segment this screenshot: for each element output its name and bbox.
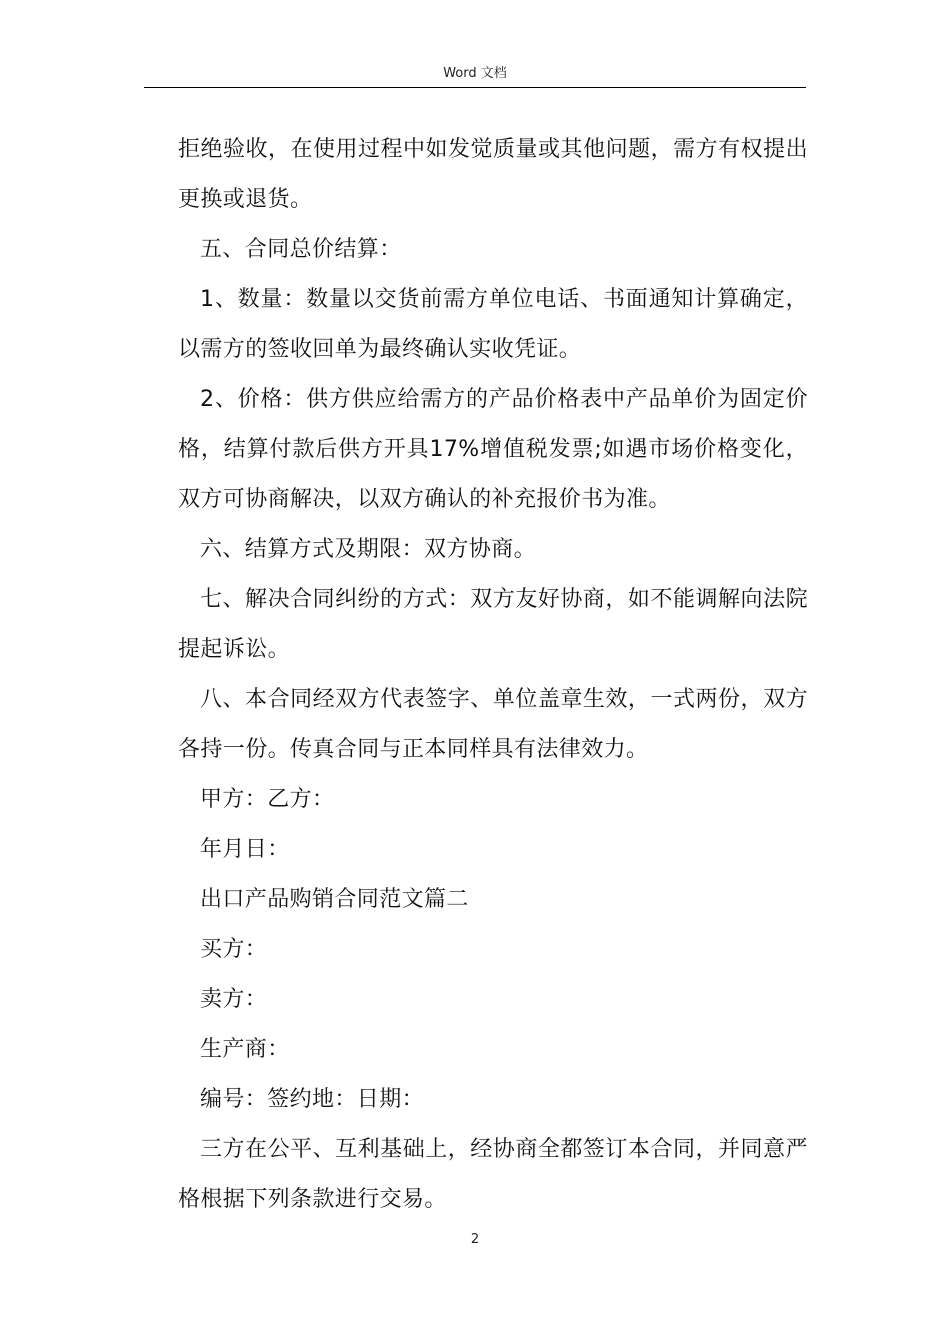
paragraph-2: 五、合同总价结算： xyxy=(200,237,402,262)
page-number: 2 xyxy=(470,1232,480,1247)
header-divider xyxy=(144,87,806,88)
paragraph-5: 六、结算方式及期限：双方协商。 xyxy=(200,537,537,562)
document-body xyxy=(178,125,808,1225)
paragraph-1: 拒绝验收，在使用过程中如发觉质量或其他问题，需方有权提出更换或退货。 xyxy=(178,137,808,212)
document-header-title: Word 文档 xyxy=(443,66,507,81)
paragraph-8: 甲方：乙方： xyxy=(200,787,335,812)
paragraph-14: 编号：签约地：日期： xyxy=(200,1087,425,1112)
paragraph-7: 八、本合同经双方代表签字、单位盖章生效，一式两份，双方各持一份。传真合同与正本同样具有法律效力。 xyxy=(178,687,808,762)
paragraph-3: 1、数量：数量以交货前需方单位电话、书面通知计算确定，以需方的签收回单为最终确认实收凭证。 xyxy=(178,287,808,362)
paragraph-6: 七、解决合同纠纷的方式：双方友好协商，如不能调解向法院提起诉讼。 xyxy=(178,587,808,662)
paragraph-13: 生产商： xyxy=(200,1037,290,1062)
paragraph-12: 卖方： xyxy=(200,987,268,1012)
paragraph-9: 年月日： xyxy=(200,837,290,862)
paragraph-15: 三方在公平、互利基础上，经协商全都签订本合同，并同意严格根据下列条款进行交易。 xyxy=(178,1137,808,1212)
paragraph-10: 出口产品购销合同范文篇二 xyxy=(200,887,469,912)
paragraph-4: 2、价格：供方供应给需方的产品价格表中产品单价为固定价格，结算付款后供方开具17%增值税发票;如遇市场价格变化，双方可协商解决，以双方确认的补充报价书为准。 xyxy=(178,387,808,512)
paragraph-11: 买方： xyxy=(200,937,268,962)
